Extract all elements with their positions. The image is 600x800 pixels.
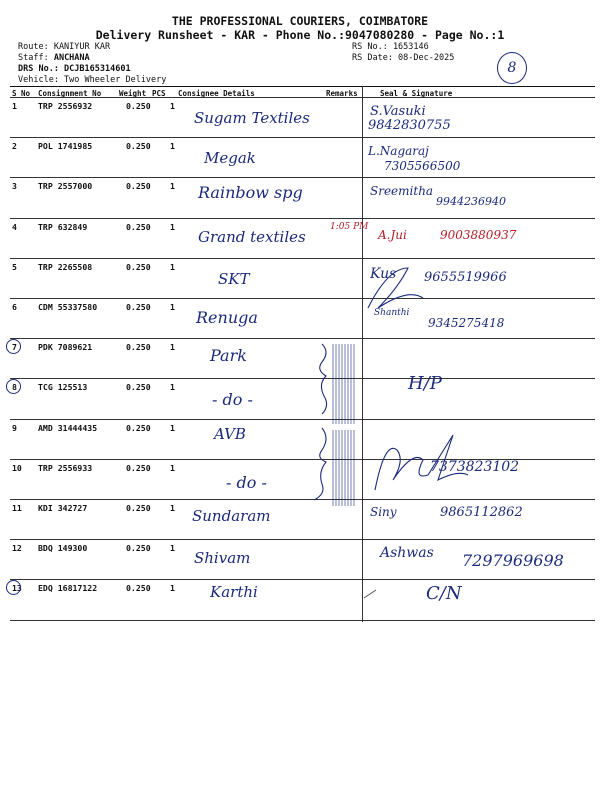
consignee-handwriting: - do - — [226, 472, 267, 492]
consignment-number: AMD 31444435 — [38, 422, 98, 433]
pcs-value: 1 — [170, 462, 175, 473]
consignment-number: EDQ 16817122 — [38, 583, 98, 594]
consignee-handwriting: Sugam Textiles — [194, 109, 310, 127]
serial-number: 11 — [12, 503, 22, 513]
phone-handwriting: 9003880937 — [440, 227, 517, 242]
consignment-number: TRP 2556933 — [38, 462, 93, 473]
page-stamp: 8 — [497, 52, 527, 84]
signature-handwriting: L.Nagaraj — [368, 144, 429, 159]
serial-number: 13 — [12, 583, 22, 594]
consignee-handwriting: SKT — [218, 269, 250, 288]
pcs-value: 1 — [170, 101, 175, 111]
pcs-value: 1 — [170, 583, 175, 594]
consignment-number: CDM 55337580 — [38, 302, 98, 312]
staff-name: ANCHANA — [53, 53, 90, 63]
consignee-handwriting: Renuga — [196, 308, 258, 327]
runsheet-subtitle: Delivery Runsheet - KAR - Phone No.:9047080280 - Page No.:1 — [95, 28, 505, 42]
pcs-value: 1 — [170, 221, 175, 232]
scribble-mark-a — [333, 344, 354, 424]
weight-value: 0.250 — [126, 462, 151, 473]
scribble-mark-b — [333, 430, 354, 506]
pcs-value: 1 — [170, 342, 175, 353]
pcs-value: 1 — [170, 181, 175, 192]
pcs-value: 1 — [170, 503, 175, 513]
col-pcs: PCS — [152, 89, 166, 98]
pcs-value: 1 — [170, 141, 175, 152]
signature-handwriting: Kus — [370, 265, 397, 282]
signature-handwriting: Siny — [370, 505, 397, 519]
serial-number: 3 — [12, 181, 17, 192]
serial-number: 10 — [12, 462, 22, 473]
company-title: THE PROFESSIONAL COURIERS, COIMBATORE — [171, 14, 429, 28]
col-consignment: Consignment No — [38, 89, 102, 98]
consignment-number: TRP 2265508 — [38, 261, 93, 272]
weight-value: 0.250 — [126, 221, 151, 232]
signature-handwriting: S.Vasuki — [370, 104, 426, 119]
serial-number: 1 — [12, 101, 17, 111]
weight-value: 0.250 — [126, 302, 151, 312]
consignment-number: TRP 632849 — [38, 221, 88, 232]
rs-date: RS Date: 08-Dec-2025 — [352, 53, 455, 63]
phone-handwriting: 9944236940 — [436, 195, 506, 209]
col-sno: S No — [12, 89, 31, 98]
phone-handwriting: 9345275418 — [428, 316, 505, 330]
serial-number: 2 — [12, 141, 17, 152]
signature-scribble — [375, 435, 468, 490]
staff-label: Staff: — [18, 53, 54, 63]
consignee-handwriting: Shivam — [194, 549, 251, 568]
serial-number: 5 — [12, 261, 17, 272]
serial-number: 4 — [12, 221, 17, 232]
drs-number: DRS No.: DCJB165314601 — [18, 64, 131, 74]
consignment-number: TCG 125513 — [38, 382, 88, 393]
route-text: Route: KANIYUR KAR — [18, 42, 111, 52]
pcs-value: 1 — [170, 543, 175, 554]
consignee-handwriting: Karthi — [210, 583, 258, 602]
pcs-value: 1 — [170, 302, 175, 312]
consignment-number: PDK 7089621 — [38, 342, 93, 353]
weight-value: 0.250 — [126, 382, 151, 393]
consignee-handwriting: Sundaram — [192, 507, 271, 525]
signature-handwriting: A.Jui — [378, 227, 407, 242]
consignee-handwriting: Park — [210, 346, 247, 366]
consignment-number: POL 1741985 — [38, 141, 93, 152]
weight-value: 0.250 — [126, 101, 151, 111]
col-weight: Weight — [119, 89, 147, 98]
phone-handwriting: 7373823102 — [430, 458, 520, 475]
signature-scribble-5 — [368, 265, 423, 308]
weight-value: 0.250 — [126, 503, 151, 513]
serial-number: 6 — [12, 302, 17, 312]
phone-handwriting: 9842830755 — [368, 118, 451, 133]
serial-number: 12 — [12, 543, 22, 554]
weight-value: 0.250 — [126, 141, 151, 152]
col-consignee: Consignee Details — [178, 89, 255, 98]
weight-value: 0.250 — [126, 181, 151, 192]
serial-number: 7 — [12, 342, 17, 353]
consignment-number: BDQ 149300 — [38, 543, 88, 554]
signature-handwriting: H/P — [408, 373, 442, 395]
consignment-number: KDI 342727 — [38, 503, 88, 513]
remarks-handwriting: 1:05 PM — [330, 221, 369, 232]
weight-value: 0.250 — [126, 583, 151, 594]
weight-value: 0.250 — [126, 261, 151, 272]
weight-value: 0.250 — [126, 543, 151, 554]
weight-value: 0.250 — [126, 422, 151, 433]
consignee-handwriting: AVB — [214, 424, 246, 443]
phone-handwriting: 9655519966 — [424, 269, 507, 285]
pcs-value: 1 — [170, 422, 175, 433]
serial-number: 8 — [12, 382, 17, 393]
brace-mark-a — [320, 344, 327, 414]
consignee-handwriting: - do - — [212, 390, 253, 410]
signature-handwriting: Ashwas — [380, 545, 434, 562]
pcs-value: 1 — [170, 261, 175, 272]
phone-handwriting: 7305566500 — [384, 159, 461, 174]
consignee-handwriting: Megak — [204, 149, 256, 168]
phone-handwriting: 7297969698 — [462, 551, 564, 571]
dash-mark — [364, 590, 376, 598]
weight-value: 0.250 — [126, 342, 151, 353]
brace-mark-b — [314, 428, 326, 500]
consignee-handwriting: Grand textiles — [198, 227, 306, 246]
vehicle-text: Vehicle: Two Wheeler Delivery — [18, 75, 167, 85]
signature-handwriting: Sreemitha — [370, 184, 434, 199]
col-remarks: Remarks — [326, 89, 358, 98]
consignee-handwriting: Rainbow spg — [198, 183, 303, 203]
serial-number: 9 — [12, 422, 17, 433]
pcs-value: 1 — [170, 382, 175, 393]
signature-handwriting: Shanthi — [374, 308, 410, 318]
rs-number: RS No.: 1653146 — [352, 42, 429, 52]
signature-handwriting: C/N — [426, 583, 462, 605]
consignment-number: TRP 2556932 — [38, 101, 93, 111]
phone-handwriting: 9865112862 — [440, 505, 523, 520]
col-signature: Seal & Signature — [380, 89, 453, 98]
consignment-number: TRP 2557000 — [38, 181, 93, 192]
